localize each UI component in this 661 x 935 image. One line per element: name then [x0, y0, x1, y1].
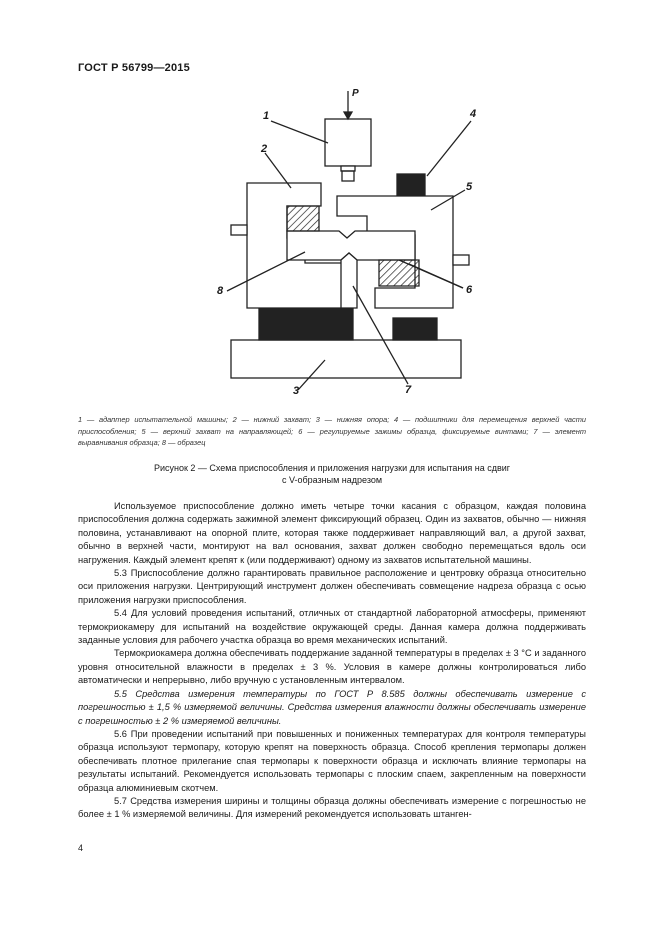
alignment-element — [341, 253, 357, 308]
callout-4: 4 — [470, 108, 477, 120]
callout-8: 8 — [217, 285, 224, 297]
callout-1: 1 — [263, 110, 270, 122]
lower-bearing — [259, 308, 353, 340]
figure-legend: 1 — адаптер испытательной машины; 2 — нижний захват; 3 — нижняя опора; 4 — подшипники для перемещения верхней части приспособления; 5 — верхний захват на направляющей; 6 — регулируемые зажимы образца, фиксируемые винтами; 7 — элемент выравнивания образца; 8 — образец — [78, 415, 586, 447]
body-text — [78, 500, 586, 822]
load-label: P — [352, 88, 359, 99]
base-support — [231, 340, 461, 378]
page-number: 4 — [78, 843, 84, 853]
load-arrowhead — [344, 112, 352, 119]
fixture-drawing — [195, 88, 485, 408]
document-header: ГОСТ Р 56799—2015 — [78, 62, 190, 74]
figure-caption — [78, 462, 586, 486]
upper-left-clamp — [287, 206, 319, 231]
callout-6: 6 — [466, 284, 473, 296]
paragraph: Используемое приспособление должно иметь четыре точки касания с образцом, каждая половина приспособления должна содержать зажимной элемент фиксирующий образец. Один из захватов, обычно — нижняя половина, устанавливают на опорной плите, которая также поддерживает направляющий вал, а другой захват, обычно в верхней части, монтируют на вал основания, захват должен свободно перемещаться вдоль оси нагружения. Каждый элемент крепят к (или поддерживают) одному из захватов испытательной машины. — [78, 501, 586, 565]
callout-2: 2 — [261, 143, 268, 155]
left-screw — [231, 225, 247, 235]
lower-right-clamp — [379, 260, 419, 286]
callout-3: 3 — [293, 385, 300, 397]
right-bearing — [393, 318, 437, 340]
paragraph: 5.5 Средства измерения температуры по ГОСТ Р 8.585 должны обеспечивать измерение с погрешностью ± 1,5 % измеряемой величины. Средства измерения влажности должны обеспечивать измерение с погрешностью ± 2 % измеряемой величины. — [78, 688, 586, 726]
adapter — [325, 119, 371, 166]
paragraph: 5.6 При проведении испытаний при повышенных и пониженных температурах для контроля температуры образца используют термопару, которую крепят на поверхность образца. Способ крепления термопары должен обеспечивать плотное прилегание спая термопары к поверхности образца и исключать влияние термопары на результаты испытаний. Рекомендуется использовать термопары с плоским спаем, закрепленным на поверхности образца алюминиевым скотчем. — [78, 728, 586, 793]
paragraph: 5.7 Средства измерения ширины и толщины образца должны обеспечивать измерение с погрешностью не более ± 1 % измеряемой величины. Для измерений рекомендуется использовать штанген- — [78, 795, 586, 820]
callout-7: 7 — [405, 384, 412, 396]
callout-5: 5 — [466, 181, 473, 193]
right-screw — [453, 255, 469, 265]
top-bearing — [397, 174, 425, 196]
paragraph: 5.3 Приспособление должно гарантировать правильное расположение и центровку образца относительно оси приложения нагрузки. Центрирующий инструмент должен обеспечивать совмещение надреза образца с осью приложения нагрузки приспособления. — [78, 568, 586, 605]
paragraph: Термокриокамера должна обеспечивать поддержание заданной температуры в пределах ± 3 °С и заданного уровня относительной влажности в пределах ± 3 %. Условия в камере должны контролироваться либо автоматически и непрерывно, либо вручную с установленным интервалом. — [78, 648, 586, 686]
paragraph: 5.4 Для условий проведения испытаний, отличных от стандартной лабораторной атмосферы, применяют термокриокамеру для испытаний на воздействие окружающей среды. Данная камера должна поддерживать заданные условия для рабочего участка образца во время механических испытаний. — [78, 608, 586, 646]
adapter-stem — [342, 171, 354, 181]
fixture-diagram — [195, 88, 485, 408]
adapter-neck — [341, 166, 355, 171]
caption-line-1: Рисунок 2 — Схема приспособления и приложения нагрузки для испытания на сдвиг — [153, 463, 511, 473]
caption-line-2: с V-образным надрезом — [281, 475, 383, 485]
